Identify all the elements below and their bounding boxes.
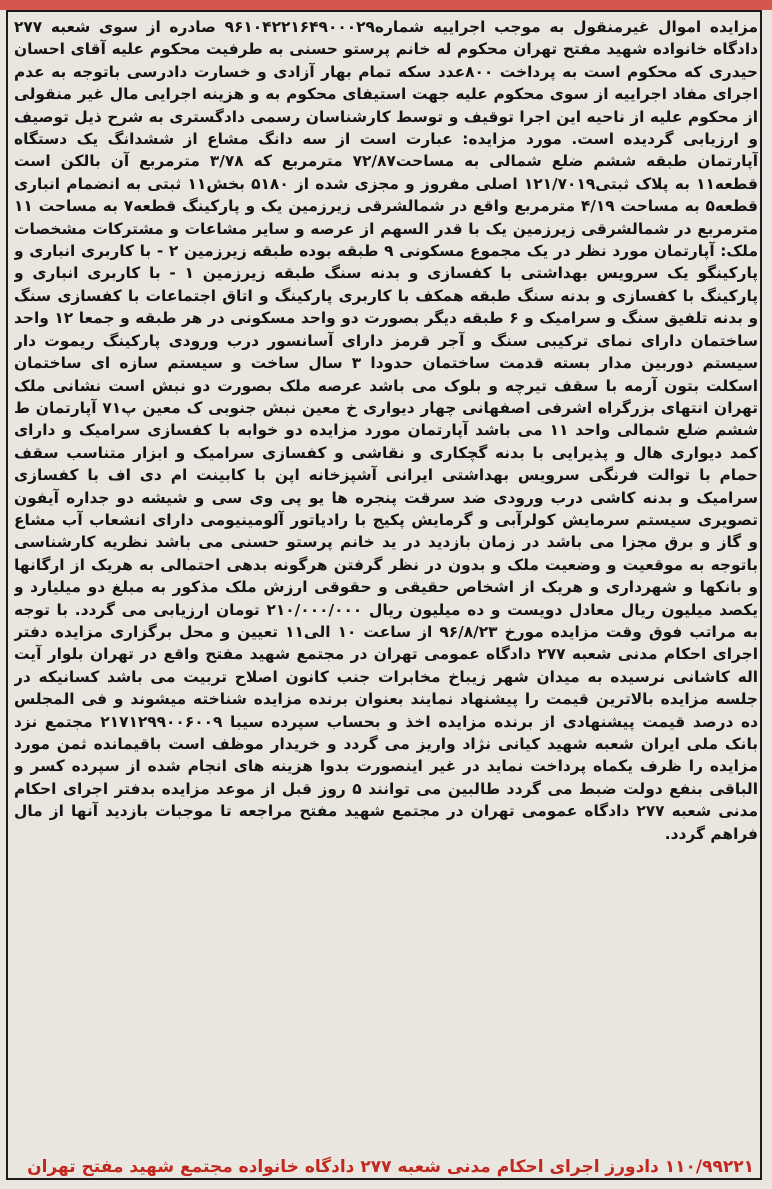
top-color-strip	[0, 0, 772, 10]
notice-body-text: مزایده اموال غیرمنقول به موجب اجراییه شماره۹۶۱۰۴۲۲۱۶۴۹۰۰۰۲۹ صادره از سوی شعبه ۲۷۷ دادگاه خانواده شهید مفتح تهران محکوم له خانم پرستو حسنی به طرفیت محکوم علیه آقای احسان حیدری که محکوم است به پرداخت ۸۰۰عدد سکه تمام بهار آزادی و خسارت دادرسی باتوجه به عدم اجرای مفاد اجراییه از سوی محکوم علیه جهت استیفای محکوم به و هزینه اجرایی مال غیر منقولی از محکوم علیه از ناحیه این اجرا توقیف و توسط کارشناسان رسمی دادگستری به شرح ذیل توصیف و ارزیابی گردیده است. مورد مزایده: عبارت است از سه دانگ مشاع از ششدانگ یک دستگاه آپارتمان طبقه ششم ضلع شمالی به مساحت۷۲/۸۷ مترمربع که ۳/۷۸ مترمربع آن بالکن است قطعه۱۱ به پلاک ثبتی۱۲۱/۷۰۱۹ اصلی مفروز و مجزی شده از ۵۱۸۰ بخش۱۱ ثبتی به انضمام انباری قطعه۵ به مساحت ۴/۱۹ مترمربع واقع در شمالشرقی زیرزمین یک و پارکینگ قطعه۷ به مساحت ۱۱ مترمربع در شمالشرقی زیرزمین یک با قدر السهم از عرصه و سایر مشاعات و مشترکات مشخصات ملک: آپارتمان مورد نظر در یک مجموع مسکونی ۹ طبقه بوده طبقه زیرزمین ۲ - با کاربری انباری و پارکینگو یک سرویس بهداشتی با کفسازی و بدنه سنگ طبقه زیرزمین ۱ - با کاربری انباری و پارکینگ با کفسازی و بدنه سنگ طبقه همکف با کاربری پارکینگ و اتاق اجتماعات با کفسازی سنگ و بدنه تلفیق سنگ و سرامیک و ۶ طبقه دیگر بصورت دو واحد مسکونی در هر طبقه و جمعا ۱۲ واحد ساختمان دارای نمای ترکیبی سنگ و آجر قرمز دارای آسانسور درب ورودی پارکینگ ریموت دار سیستم دوربین مدار بسته قدمت ساختمان حدودا ۳ سال ساخت و سیستم سازه ای ساختمان اسکلت بتون آرمه با سقف تیرچه و بلوک می باشد عرصه ملک بصورت دو نبش است نشانی ملک تهران انتهای بزرگراه اشرفی اصفهانی چهار دیواری خ معین نبش جنوبی ک معین پ۷۱ آپارتمان ط ششم ضلع شمالی واحد ۱۱ می باشد آپارتمان مورد مزایده دو خوابه با کفسازی سرامیک و دارای کمد دیواری هال و پذیرایی با بدنه گچکاری و نقاشی و کفسازی سرامیک و ابزار متناسب سقف حمام با توالت فرنگی سرویس بهداشتی ایرانی آشپزخانه اپن با کابینت ام دی اف با کفسازی سرامیک و بدنه کاشی درب ورودی ضد سرقت پنجره ها یو پی وی سی و شیشه دو جداره آیفون تصویری سیستم سرمایش کولرآبی و گرمایش پکیج با رادیاتور آلومینیومی دارای انشعاب آب مشاع و گاز و برق مجزا می باشد در زمان بازدید در ید خانم پرستو حسنی می باشد نظریه کارشناسی باتوجه به موقعیت و وضعیت ملک و بدون در نظر گرفتن هرگونه بدهی احتمالی به هریک از ارگانها و بانکها و شهرداری و هریک از اشخاص حقیقی و حقوقی ارزش ملک مذکور به مبلغ دو میلیارد و یکصد میلیون ریال معادل دویست و ده میلیون ریال ۲۱۰/۰۰۰/۰۰۰ تومان ارزیابی می گردد. با توجه به مراتب فوق وقت مزایده مورخ ۹۶/۸/۲۳ از ساعت ۱۰ الی۱۱ تعیین و محل برگزاری مزایده دفتر اجرای احکام مدنی شعبه ۲۷۷ دادگاه عمومی تهران در مجتمع شهید مفتح واقع در تهران بلوار آیت اله کاشانی نرسیده به میدان شهر زیباخ مخابرات جنب کانون اصلاح تربیت می باشد کسانیکه در جلسه مزایده بالاترین قیمت را پیشنهاد نمایند بعنوان برنده مزایده شناخته میشوند و فی المجلس ده درصد قیمت پیشنهادی از برنده مزایده اخذ و بحساب سپرده سیبا ۲۱۷۱۲۹۹۰۰۶۰۰۹ مجتمع نزد بانک ملی ایران شعبه شهید کیانی نژاد واریز می گردد و خریدار موظف است باقیمانده ثمن مورد مزایده را ظرف یکماه پرداخت نماید در غیر اینصورت بدوا هزینه های انجام شده از سپرده کسر و الباقی بنفع دولت ضبط می گردد طالبین می توانند ۵ روز قبل از موعد مزایده بدفتر اجرای احکام مدنی شعبه ۲۷۷ دادگاه عمومی تهران در مجتمع شهید مفتح مراجعه تا موجبات بازدید آنها از مال فراهم گردد.	[14, 18, 758, 843]
notice-signature-footer: ۱۱۰/۹۹۲۲۱ دادورز اجرای احکام مدنی شعبه ۲۷۷ دادگاه خانواده مجتمع شهید مفتح تهران	[27, 1157, 754, 1177]
